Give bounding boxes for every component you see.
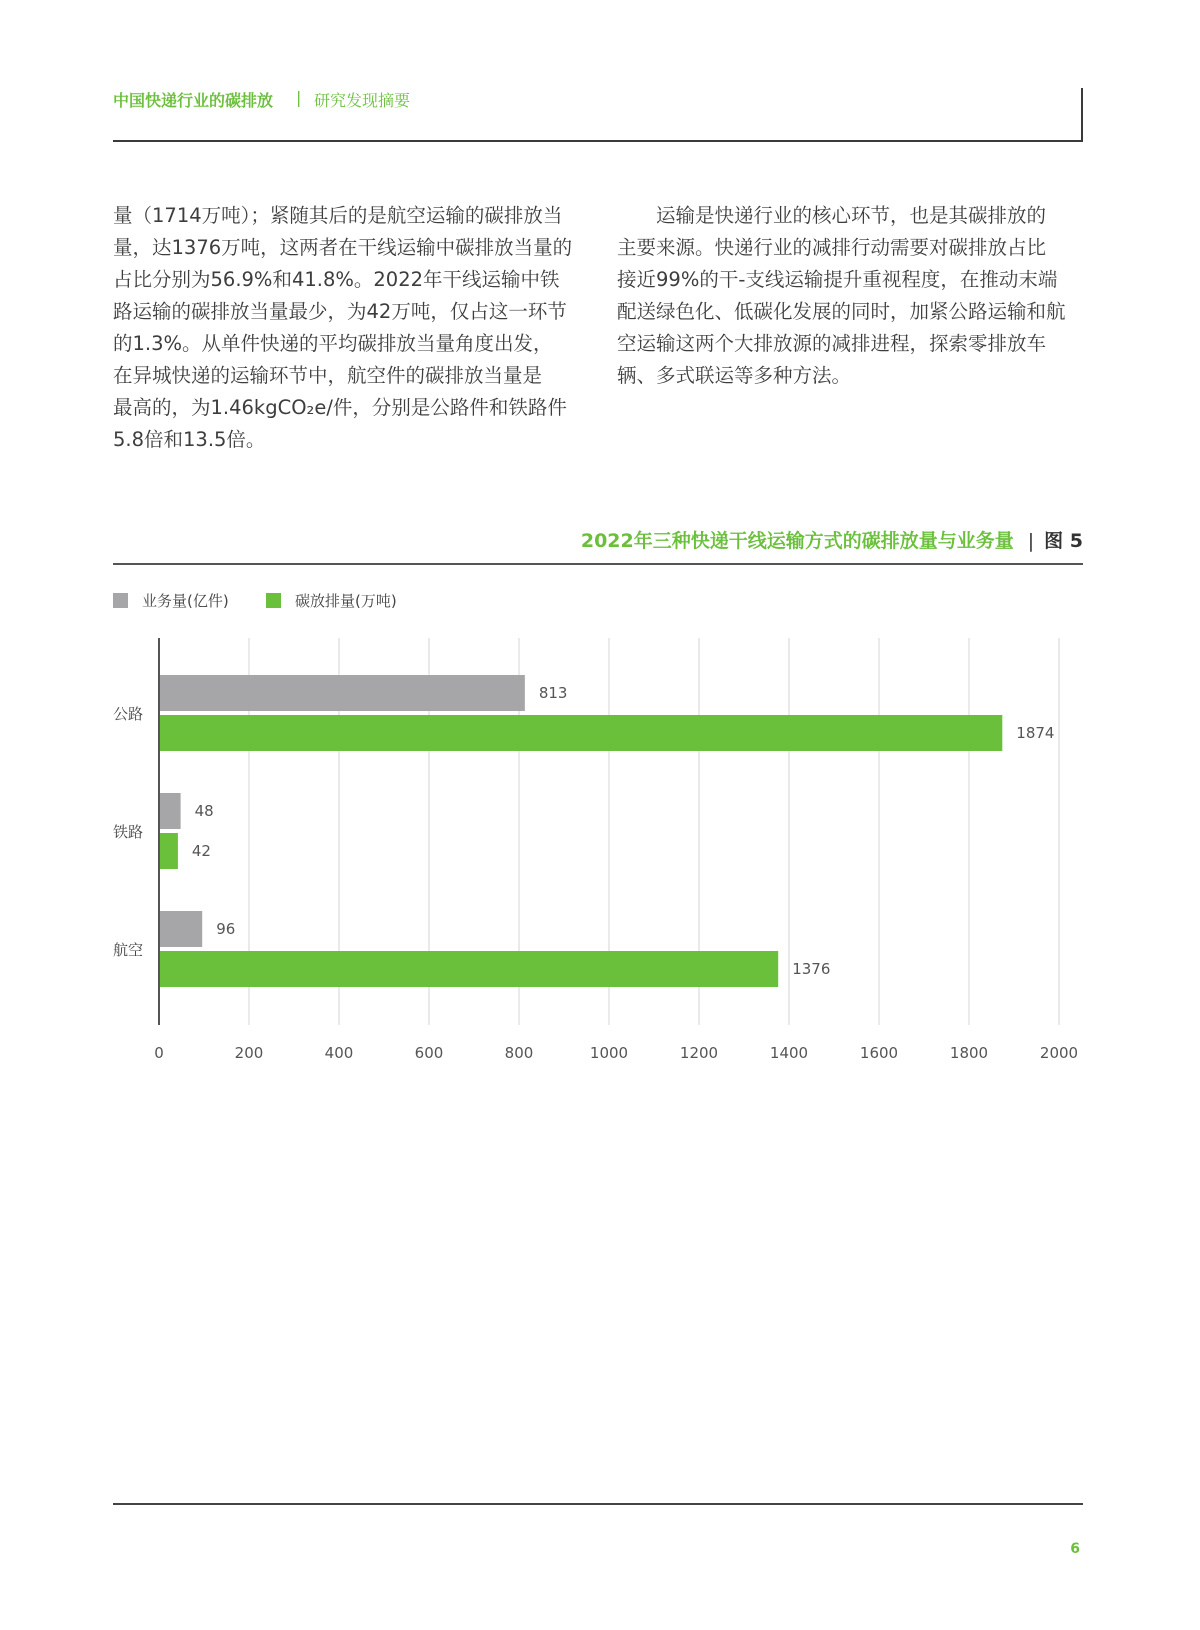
bar [160, 793, 181, 829]
legend-label-emissions: 碳放排量(万吨) [295, 592, 397, 610]
bar [160, 675, 525, 711]
figure-rule [113, 563, 1083, 565]
paragraph-line: 5.8倍和13.5倍。 [113, 428, 266, 451]
paragraph-line: 量，达1376万吨，这两者在干线运输中碳排放当量的 [113, 236, 573, 259]
x-tick-label: 800 [504, 1044, 534, 1062]
category-label: 航空 [112, 941, 143, 959]
category-label: 铁路 [112, 823, 143, 841]
paragraph-line: 的1.3%。从单件快递的平均碳排放当量角度出发， [113, 332, 553, 355]
figure-number: 图 5 [1044, 530, 1083, 552]
legend-item-emissions [266, 590, 397, 611]
legend-swatch-gray [113, 593, 128, 608]
page-header [113, 84, 1083, 142]
report-title: 中国快递行业的碳排放 [113, 91, 274, 110]
x-tick-label: 0 [154, 1044, 164, 1062]
x-tick-label: 2000 [1039, 1044, 1079, 1062]
legend-swatch-green [266, 593, 281, 608]
x-tick-label: 1200 [679, 1044, 719, 1062]
body-column-right [617, 200, 1087, 392]
section-title: 研究发现摘要 [314, 91, 411, 110]
x-tick-label: 400 [324, 1044, 354, 1062]
header-rule [1081, 88, 1083, 140]
bar [160, 833, 178, 869]
paragraph-line: 接近99%的干-支线运输提升重视程度，在推动末端 [617, 268, 1058, 291]
data-label: 813 [538, 684, 568, 702]
paragraph-line: 量（1714万吨）；紧随其后的是航空运输的碳排放当 [113, 204, 563, 227]
x-tick-label: 1800 [949, 1044, 989, 1062]
paragraph-line: 辆、多式联运等多种方法。 [617, 364, 852, 387]
data-label: 96 [216, 920, 236, 938]
bar-chart [0, 630, 1200, 1070]
body-column-left [113, 200, 583, 456]
figure-caption: 2022年三种快递干线运输方式的碳排放量与业务量 [580, 530, 1014, 552]
footer-rule [113, 1503, 1083, 1505]
bar [160, 715, 1002, 751]
data-label: 48 [194, 802, 214, 820]
figure-title [581, 526, 1083, 553]
page-number: 6 [1070, 1541, 1080, 1557]
data-label: 1874 [1016, 724, 1055, 742]
data-label: 42 [191, 842, 211, 860]
paragraph-line: 空运输这两个大排放源的减排进程，探索零排放车 [617, 332, 1047, 355]
x-tick-label: 200 [234, 1044, 264, 1062]
bar [160, 951, 778, 987]
x-tick-label: 1000 [589, 1044, 629, 1062]
header-separator: | [296, 88, 302, 107]
paragraph-line: 主要来源。快递行业的减排行动需要对碳排放占比 [617, 236, 1047, 259]
paragraph-line: 路运输的碳排放当量最少，为42万吨，仅占这一环节 [113, 300, 567, 323]
x-tick-label: 1400 [769, 1044, 809, 1062]
figure-separator: | [1027, 530, 1035, 552]
x-tick-label: 600 [414, 1044, 444, 1062]
bar [160, 911, 202, 947]
x-tick-label: 1600 [859, 1044, 899, 1062]
paragraph-line: 配送绿色化、低碳化发展的同时，加紧公路运输和航 [617, 300, 1066, 323]
category-label: 公路 [112, 705, 143, 723]
paragraph-line: 最高的，为1.46kgCO₂e/件，分别是公路件和铁路件 [113, 396, 567, 419]
legend-item-volume [113, 590, 229, 611]
data-label: 1376 [792, 960, 831, 978]
paragraph-line: 运输是快递行业的核心环节，也是其碳排放的 [617, 204, 1047, 227]
legend-label-volume: 业务量(亿件) [142, 592, 229, 610]
paragraph-line: 占比分别为56.9%和41.8%。2022年干线运输中铁 [113, 268, 560, 291]
paragraph-line: 在异城快递的运输环节中，航空件的碳排放当量是 [113, 364, 543, 387]
